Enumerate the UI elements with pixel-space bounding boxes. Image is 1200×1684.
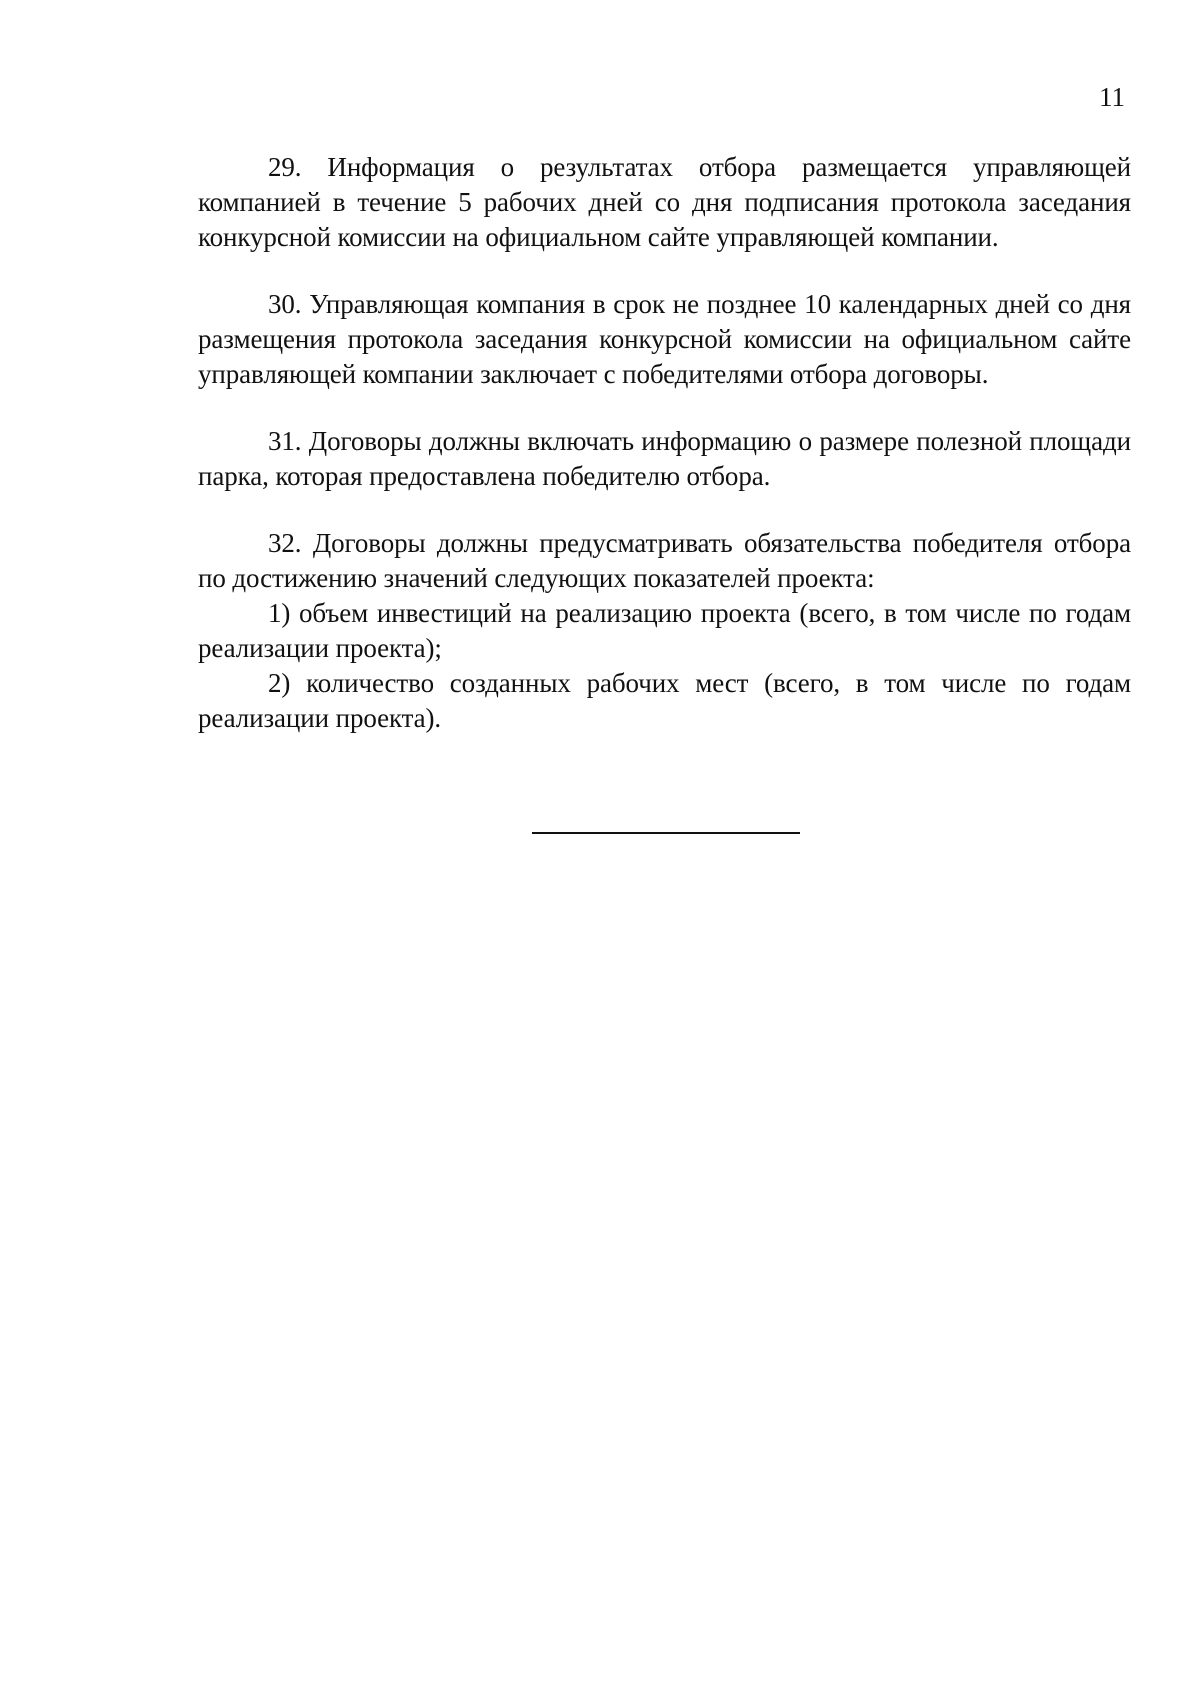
list-item-jobs: 2) количество созданных рабочих мест (всего, в том числе по годам реализации проекта). bbox=[198, 668, 1131, 733]
paragraph-29: 29. Информация о результатах отбора размещается управляющей компанией в течение 5 рабочих дней со дня подписания протокола заседания конкурсной комиссии на официальном сайте управляющей компании. bbox=[198, 152, 1131, 252]
list-item-investment: 1) объем инвестиций на реализацию проекта (всего, в том числе по годам реализации проекта); bbox=[198, 598, 1131, 663]
document-body bbox=[198, 150, 1131, 736]
end-divider bbox=[532, 832, 800, 834]
paragraph-30: 30. Управляющая компания в срок не позднее 10 календарных дней со дня размещения протокола заседания конкурсной комиссии на официальном сайте управляющей компании заключает с победителями отбора договоры. bbox=[198, 289, 1131, 389]
paragraph-31: 31. Договоры должны включать информацию о размере полезной площади парка, которая предоставлена победителю отбора. bbox=[198, 426, 1131, 491]
page-number: 11 bbox=[1099, 82, 1125, 112]
paragraph-32: 32. Договоры должны предусматривать обязательства победителя отбора по достижению значений следующих показателей проекта: bbox=[198, 528, 1131, 593]
